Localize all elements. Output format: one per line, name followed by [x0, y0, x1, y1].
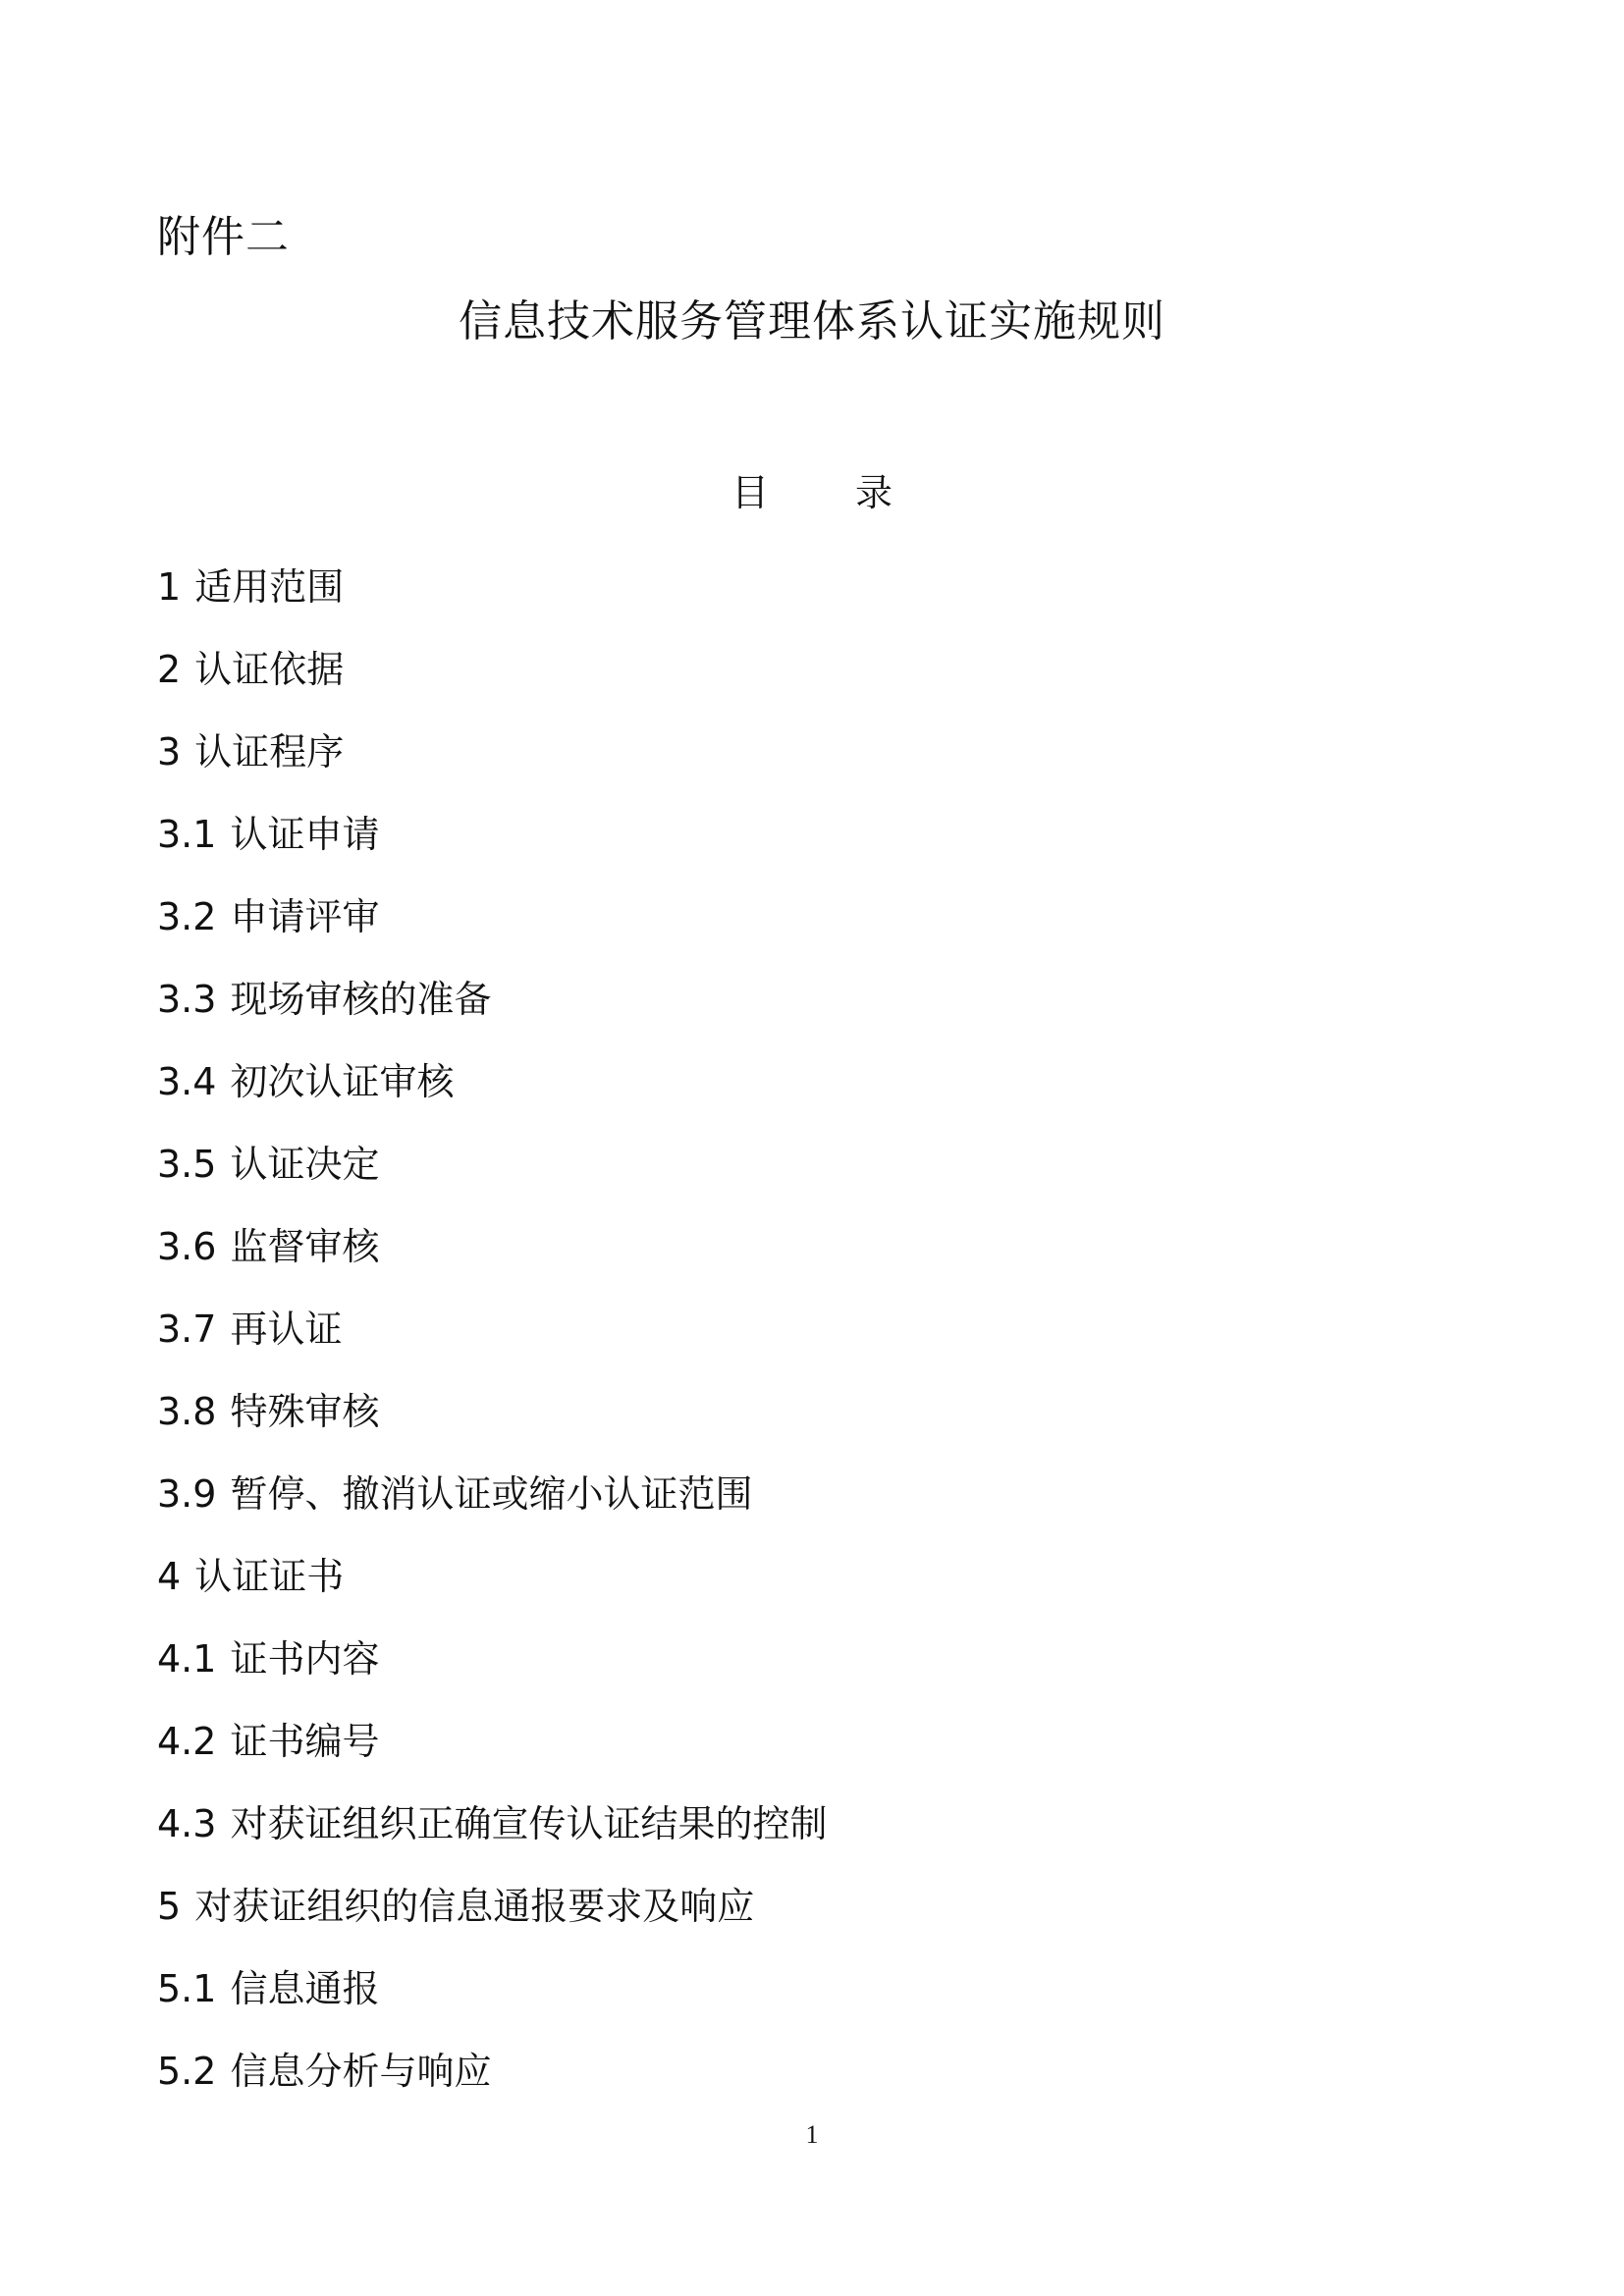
toc-item-3-5	[157, 1139, 827, 1221]
toc-item-3-6	[157, 1221, 827, 1304]
toc-item-number: 4	[157, 1555, 182, 1598]
toc-item-3-8	[157, 1386, 827, 1468]
toc-item-number: 4.2	[157, 1720, 217, 1763]
toc-item-title: 信息分析与响应	[230, 2050, 492, 2093]
toc-item-2	[157, 644, 827, 726]
toc-item-title: 信息通报	[230, 1967, 380, 2010]
toc-item-number: 3.3	[157, 978, 217, 1021]
toc-item-title: 证书内容	[230, 1637, 380, 1681]
toc-item-3-4	[157, 1056, 827, 1139]
toc-item-number: 3.1	[157, 813, 217, 856]
toc-item-number: 3.7	[157, 1308, 217, 1351]
toc-item-3-9	[157, 1468, 827, 1551]
toc-item-5	[157, 1881, 827, 1963]
toc-item-4-1	[157, 1633, 827, 1716]
toc-item-title: 认证决定	[230, 1143, 380, 1186]
toc-item-title: 适用范围	[194, 565, 345, 609]
toc-item-number: 3.2	[157, 895, 217, 938]
toc-item-title: 暂停、撤消认证或缩小认证范围	[230, 1472, 753, 1516]
toc-item-3-1	[157, 809, 827, 891]
attachment-label: 附件二	[157, 212, 290, 262]
toc-item-1	[157, 561, 827, 644]
toc-item-number: 3.8	[157, 1390, 217, 1433]
page-number: 1	[805, 2120, 819, 2149]
toc-item-number: 3.6	[157, 1225, 217, 1268]
toc-item-number: 3.9	[157, 1472, 217, 1516]
toc-item-4-2	[157, 1716, 827, 1798]
toc-item-number: 1	[157, 565, 182, 609]
toc-item-number: 5.1	[157, 1967, 217, 2010]
toc-item-3-3	[157, 974, 827, 1056]
toc-item-number: 3.4	[157, 1060, 217, 1103]
toc-item-3-7	[157, 1304, 827, 1386]
toc-item-title: 初次认证审核	[230, 1060, 455, 1103]
toc-item-5-2	[157, 2046, 827, 2128]
toc-item-number: 4.3	[157, 1802, 217, 1845]
toc-item-title: 认证程序	[194, 730, 345, 774]
toc-item-5-1	[157, 1963, 827, 2046]
toc-item-number: 4.1	[157, 1637, 217, 1681]
toc-item-number: 2	[157, 648, 182, 691]
toc-item-number: 3	[157, 730, 182, 774]
toc-item-3-2	[157, 891, 827, 974]
toc-item-title: 再认证	[230, 1308, 343, 1351]
toc-item-3	[157, 726, 827, 809]
toc-item-title: 申请评审	[230, 895, 380, 938]
toc-item-number: 5.2	[157, 2050, 217, 2093]
toc-item-4	[157, 1551, 827, 1633]
toc-item-4-3	[157, 1798, 827, 1881]
toc-item-title: 认证申请	[230, 813, 380, 856]
toc-item-title: 现场审核的准备	[230, 978, 492, 1021]
toc-item-title: 对获证组织正确宣传认证结果的控制	[230, 1802, 828, 1845]
toc-item-number: 3.5	[157, 1143, 217, 1186]
toc-item-title: 特殊审核	[230, 1390, 380, 1433]
toc-heading: 目 录	[731, 471, 931, 514]
toc-item-number: 5	[157, 1885, 182, 1928]
toc-item-title: 证书编号	[230, 1720, 380, 1763]
toc-item-title: 对获证组织的信息通报要求及响应	[194, 1885, 755, 1928]
toc-item-title: 认证证书	[194, 1555, 345, 1598]
table-of-contents	[157, 561, 827, 2128]
document-title: 信息技术服务管理体系认证实施规则	[459, 296, 1165, 347]
toc-item-title: 监督审核	[230, 1225, 380, 1268]
toc-item-title: 认证依据	[194, 648, 345, 691]
